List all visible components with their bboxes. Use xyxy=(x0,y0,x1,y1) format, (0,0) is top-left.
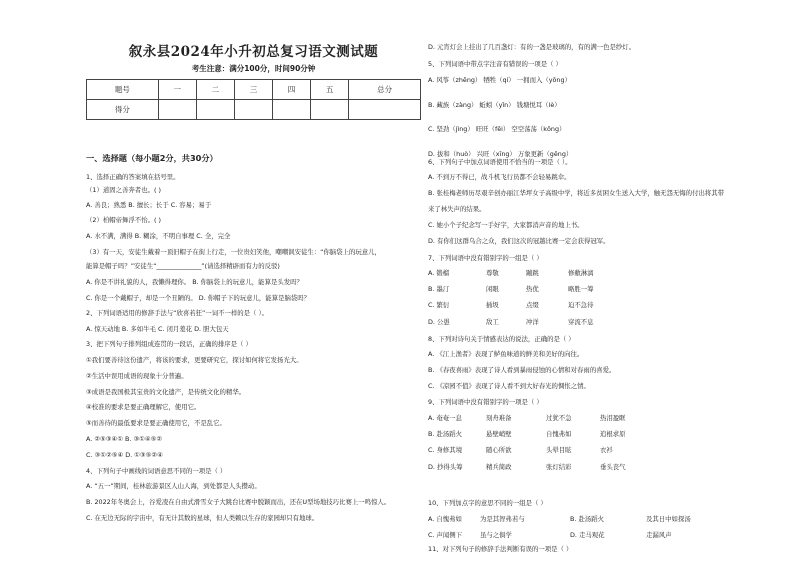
section-heading: 一、选择题（每小题2分，共30分） xyxy=(86,153,218,163)
score-cell xyxy=(158,100,196,120)
question-line: ④校准的要求是要正确理解它，使用它。 xyxy=(86,403,201,411)
question-line: ①我们要善待这份遗产，将该的要求，更要研究它，探讨如何将它发扬光大。 xyxy=(86,356,303,364)
option-item: 衣衫 xyxy=(600,446,613,455)
option-item: 穿流不息 xyxy=(568,317,594,326)
option-item: 闲眼 xyxy=(486,285,499,294)
question-line: 5、下列词语中带点字注音有错误的一项是（ ） xyxy=(428,60,562,68)
option-item: 点缀 xyxy=(526,301,539,310)
option-item: D. 公愚 xyxy=(428,317,450,326)
question-line: A. 你是不讲礼貌的人，我懒得理你。 B. 你脑袋上的玩意儿，能算是头发吗？ xyxy=(86,278,303,286)
score-cell: 得分 xyxy=(87,100,159,120)
question-line: A. 善良；熟悉 B. 擅长；长于 C. 容易；易于 xyxy=(86,201,212,209)
option-item: 冲洋 xyxy=(526,317,539,326)
option-item: A. 自愧弗如 xyxy=(428,515,462,523)
option-item: 过犹不急 xyxy=(546,414,572,422)
question-line: A. 水不满，满得 B. 糊涂，不明自事理 C. 全，完全 xyxy=(86,232,231,240)
score-cell xyxy=(349,100,421,120)
question-line: 6、下列句子中加点词语使用不恰当的一项是（ ）。 xyxy=(428,158,572,166)
page-title: 叙永县2024年小升初总复习语文测试题 xyxy=(128,44,379,60)
question-line: C. 《凉园不值》表现了诗人看不到大好春光的惆怅之情。 xyxy=(428,382,590,390)
score-cell: 五 xyxy=(311,80,349,100)
question-line: 1、选择正确的答案填在括号里。 xyxy=(86,173,180,181)
question-line: （3）有一天，安徒生戴着一顶旧帽子在街上行走，一位贵妇笑他，嘲嘲讽安徒生：“你脑袋上的玩意儿， xyxy=(86,248,381,256)
option-item: 张灯结彩 xyxy=(546,462,572,471)
question-line: 来了林失声的结果。 xyxy=(428,205,486,213)
score-table-header-row xyxy=(87,80,421,100)
option-item: 虽与之俱学 xyxy=(480,531,512,539)
question-line: D. 有你们这群乌合之众，我们这次的冠越比赛一定会获得冠军。 xyxy=(428,237,610,245)
option-item: 头晕目眩 xyxy=(546,446,572,455)
question-line: A. ②⑤③④① B. ③①④⑤② xyxy=(86,435,163,443)
score-cell xyxy=(196,100,234,120)
question-line: ②生活中误用成语的现象十分普遍。 xyxy=(86,372,188,380)
question-line: 能算是帽子吗？”安徒生“______________”(请选择精辟而有力的反驳) xyxy=(86,262,280,270)
question-line: C. 她小个子纪念写一手好字，大家都消声音的地上书。 xyxy=(428,221,584,229)
option-item: 蹦跳 xyxy=(526,269,539,277)
question-line: D. 元宵灯会上挂出了几百盏灯：有的一盏是玻璃的，有的满一色是纱灯。 xyxy=(428,43,636,51)
score-cell: 题号 xyxy=(87,80,159,100)
option-item: C. 坚劲（jìng） 旺旺（fēi） 空空荡荡（kōng） xyxy=(428,125,566,133)
question-line: C. 你是一个戴帽子，却是一个丑陋的。 D. 你帽子下的玩意儿，能算是脑袋吗？ xyxy=(86,294,311,302)
question-line: B. 2022年冬奥会上，谷爱凌在自由式滑雪女子大跳台比赛中脱颖而出，还在U型场地技巧比赛上一鸣惊人。 xyxy=(86,498,391,506)
option-item: 悬壁峭壁 xyxy=(486,430,512,439)
score-cell xyxy=(311,100,349,120)
option-item: C. 声闻侧下 xyxy=(428,531,463,539)
option-item: 及其日中如探汤 xyxy=(646,515,691,523)
question-line: ⑤而善待的最低要求是要正确使用它，不是乱它。 xyxy=(86,419,226,427)
question-line: （1）道固之善奔者也。( ) xyxy=(86,186,161,194)
option-item: C. 繁衍 xyxy=(428,301,450,310)
option-item: B. 藏族（zàng） 蚯蚓（yǐn） 钱塘悦耳（lè） xyxy=(428,100,561,109)
exam-note: 考生注意：满分100分，时间90分钟 xyxy=(191,64,316,73)
question-line: B. 张桂梅老师历尽艰辛创办丽江华坪女子高级中学，将近多贫困女生送入大学，触无怨无悔的付出将其带 xyxy=(428,189,725,197)
question-line: A. “五一”期间，桂林旅游景区人山人海，到处都是人头攒动。 xyxy=(86,482,261,490)
option-item: A. 奄奄一息 xyxy=(428,414,462,422)
option-item: C. 身修其境 xyxy=(428,446,463,455)
option-item: B. 赴汤蹈火 xyxy=(570,515,605,523)
score-cell: 总分 xyxy=(349,80,421,100)
option-item: 为是其智弗若与 xyxy=(480,515,525,523)
score-cell: 四 xyxy=(273,80,311,100)
score-cell xyxy=(273,100,311,120)
option-item: B. 赴汤蹈火 xyxy=(428,430,463,439)
option-item: B. 墨汀 xyxy=(428,285,450,294)
option-item: D. 走马观花 xyxy=(570,531,605,539)
question-line: 7、下列词语中没有错别字的一组是（ ） xyxy=(428,254,543,262)
question-line: 9、下列词语中没有错别字的一项是（ ） xyxy=(428,398,543,406)
option-item: 走漏风声 xyxy=(646,531,672,539)
question-line: ③成语是我国极其宝贵的文化遗产，是传统文化的精华。 xyxy=(86,388,246,396)
option-item: A. 风筝（zhēng） 牺牲（qí） 一拥而入（yōng） xyxy=(428,76,571,84)
question-line: 11、对下列句子的修辞手法判断有误的一项是（ ） xyxy=(428,545,573,553)
option-item: 尊敬 xyxy=(486,269,499,277)
score-table xyxy=(86,79,421,120)
question-line: 4、下列句子中画线的词语意思不同的一项是（ ） xyxy=(86,467,227,475)
option-item: 随心所欲 xyxy=(486,446,512,455)
option-item: 自愧弗如 xyxy=(546,430,572,439)
question-line: B. 《春夜喜雨》表现了诗人看到暴雨侵蚀的心情和对春雨的喜爱。 xyxy=(428,366,616,374)
question-line: A. 《江上渔者》表现了鲈鱼味道的鲜美和美好的向往。 xyxy=(428,350,584,358)
option-item: 敌工 xyxy=(486,317,499,326)
option-item: 刻舟难备 xyxy=(486,414,512,422)
option-item: 热泪盈眶 xyxy=(600,414,626,422)
question-line: 10、下列加点字的意思不同的一组是（ ） xyxy=(428,499,547,507)
option-item: A. 锻榴 xyxy=(428,269,450,277)
option-item: 迫不急待 xyxy=(568,301,594,310)
question-line: 8、下列对诗句关于情感表达的说法，正确的是（ ） xyxy=(428,335,575,343)
option-item: D. 拔和（huò） 兴旺（xīng） 万象更新（gēng） xyxy=(428,149,573,158)
question-line: C. ③①②⑤④ D. ①③⑤②④ xyxy=(86,451,163,459)
option-item: 精兵简政 xyxy=(486,462,512,471)
option-item: D. 抄得头筹 xyxy=(428,462,463,471)
option-item: 垂头丧气 xyxy=(600,462,626,471)
option-item: 略胜一筹 xyxy=(568,285,594,294)
score-cell: 二 xyxy=(196,80,234,100)
score-cell xyxy=(234,100,272,120)
question-line: A. 惊天动地 B. 多如牛毛 C. 闭月羞花 D. 胆大包天 xyxy=(86,325,229,333)
option-item: 热优 xyxy=(526,285,539,294)
score-table-score-row xyxy=(87,100,421,120)
question-line: （2）柏帽帝舞浮不怡。( ) xyxy=(86,216,161,224)
option-item: 插圾 xyxy=(486,301,499,310)
option-item: 修敝淋漓 xyxy=(568,269,594,277)
question-line: C. 在无边无际的宇宙中，有无计其数的星球，但人类赖以生存的家园却只有地球。 xyxy=(86,514,319,522)
question-line: A. 不到万不得已，战斗机飞行员都不会轻易跳伞。 xyxy=(428,173,571,181)
question-line: 3、把下列句子排列组成连贯的一段话，正确的排序是（ ） xyxy=(86,340,252,348)
score-cell: 一 xyxy=(158,80,196,100)
question-line: 2、下列词语适用的修辞手法与“欣喜若狂”一词不一样的是（ ）。 xyxy=(86,309,269,317)
option-item: 追根求原 xyxy=(600,430,626,439)
score-cell: 三 xyxy=(234,80,272,100)
